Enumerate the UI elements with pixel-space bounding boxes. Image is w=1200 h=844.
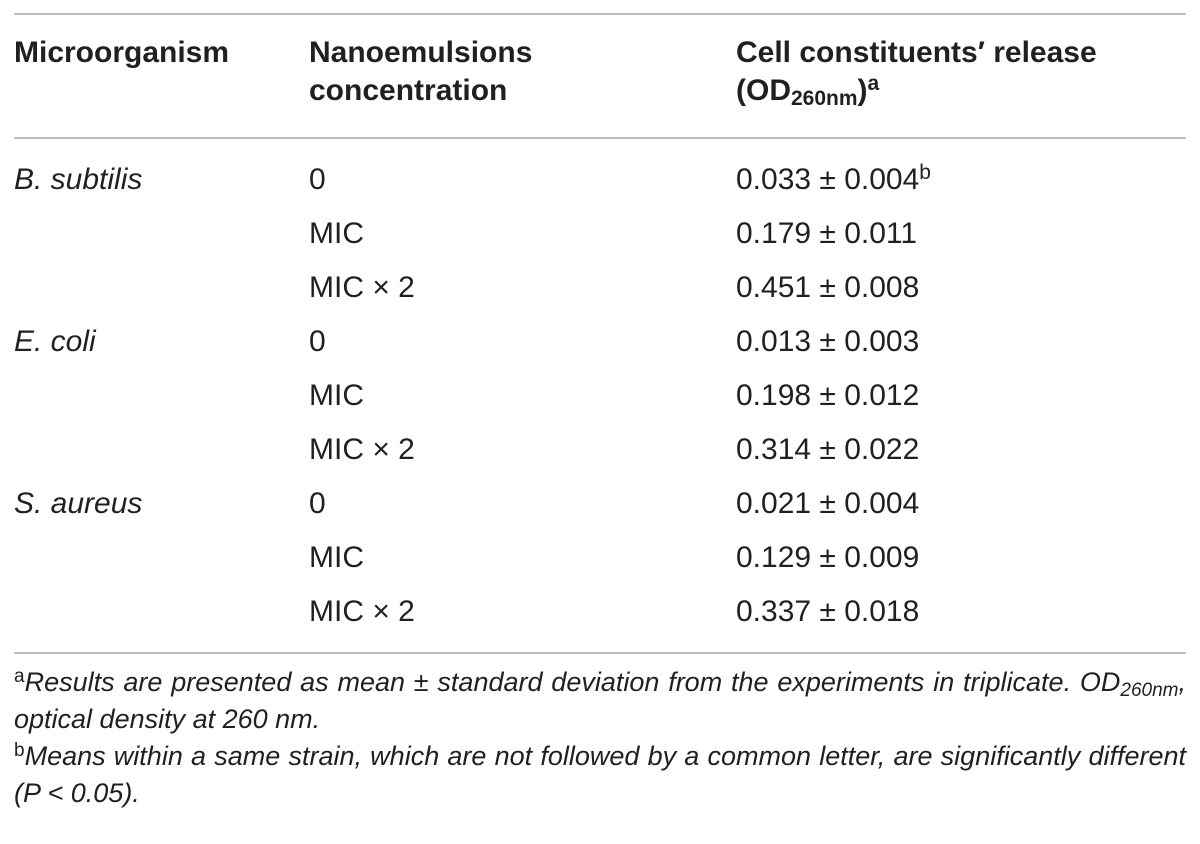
header-microorganism	[14, 34, 229, 72]
table-row	[0, 423, 1200, 477]
table-row	[0, 315, 1200, 369]
table-top-rule	[14, 13, 1186, 15]
cell-concentration: MIC × 2	[309, 433, 415, 466]
header-release-prefix: (OD	[736, 74, 791, 107]
cell-concentration: MIC	[309, 541, 364, 574]
table-body	[0, 153, 1200, 639]
table-header-rule	[14, 137, 1186, 139]
cell-concentration: MIC × 2	[309, 595, 415, 628]
cell-value: 0.129 ± 0.009	[736, 541, 920, 574]
header-concentration-line2: concentration	[309, 74, 508, 107]
header-release-subscript: 260nm	[791, 87, 858, 110]
header-concentration	[309, 34, 532, 110]
header-release-suffix: )	[857, 74, 868, 107]
table-footnotes	[14, 664, 1186, 812]
table-row	[0, 369, 1200, 423]
header-release-line2	[736, 72, 1097, 110]
header-concentration-line1: Nanoemulsions	[309, 36, 533, 69]
cell-concentration: MIC × 2	[309, 271, 415, 304]
table-row	[0, 531, 1200, 585]
header-release	[736, 34, 1097, 110]
cell-organism: B. subtilis	[14, 163, 143, 196]
cell-value: 0.198 ± 0.012	[736, 379, 920, 412]
cell-value-text: 0.033 ± 0.004	[736, 163, 920, 196]
footnote-b	[14, 738, 1186, 812]
footnote-a-mark: a	[14, 666, 25, 687]
cell-value: 0.179 ± 0.011	[736, 217, 918, 250]
cell-value: 0.314 ± 0.022	[736, 433, 920, 466]
footnote-a-text	[14, 667, 1186, 734]
footnote-a-text-part1: Results are presented as mean ± standard deviation from the experiments in triplicate. OD	[24, 667, 1121, 697]
footnote-a-text-part2: , optical density at 260 nm.	[14, 667, 1186, 734]
footnote-a-subscript: 260nm	[1120, 680, 1179, 701]
cell-concentration: 0	[309, 163, 326, 196]
cell-value: 0.337 ± 0.018	[736, 595, 920, 628]
table-row	[0, 477, 1200, 531]
cell-organism: E. coli	[14, 325, 96, 358]
header-release-footnote-mark: a	[867, 72, 880, 95]
header-release-line1: Cell constituents′ release	[736, 36, 1097, 69]
footnote-b-mark: b	[14, 740, 25, 761]
cell-value: 0.013 ± 0.003	[736, 325, 920, 358]
table-row	[0, 153, 1200, 207]
table-bottom-rule	[14, 652, 1186, 654]
header-microorganism-label: Microorganism	[14, 36, 230, 69]
table-row	[0, 261, 1200, 315]
cell-concentration: 0	[309, 487, 326, 520]
cell-concentration: MIC	[309, 217, 364, 250]
table-row	[0, 585, 1200, 639]
cell-value: 0.021 ± 0.004	[736, 487, 920, 520]
cell-organism: S. aureus	[14, 487, 143, 520]
table-row	[0, 207, 1200, 261]
cell-concentration: 0	[309, 325, 326, 358]
cell-value	[736, 153, 931, 207]
cell-value: 0.451 ± 0.008	[736, 271, 920, 304]
cell-value-mark: b	[919, 161, 931, 184]
footnote-a	[14, 664, 1186, 738]
footnote-b-text: Means within a same strain, which are not followed by a common letter, are significantly different (P < 0.05).	[14, 741, 1186, 808]
cell-concentration: MIC	[309, 379, 364, 412]
